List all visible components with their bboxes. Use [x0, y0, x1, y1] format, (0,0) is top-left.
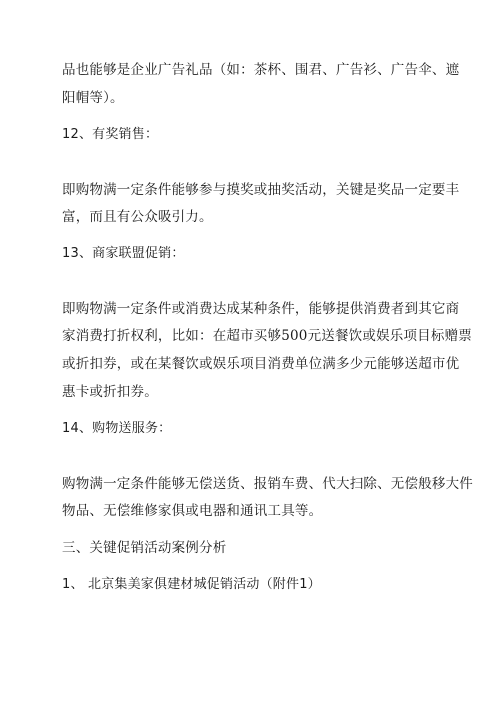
paragraph-line: 富，而且有公众吸引力。 [62, 209, 213, 225]
chapter-heading: 三、关键促销活动案例分析 [62, 540, 227, 556]
paragraph-line: 物品、无偿维修家俱或电器和通讯工具等。 [62, 503, 323, 519]
paragraph-line: 或折扣券，或在某餐饮或娱乐项目消费单位满多少元能够送超市优 [62, 356, 460, 372]
section-heading-13: 13、商家联盟促销： [62, 246, 185, 261]
section-heading-12: 12、有奖销售： [62, 127, 159, 142]
paragraph-line: 家消费打折权利，比如：在超市买够500元送餐饮或娱乐项目标赠票 [62, 328, 472, 344]
paragraph-line: 惠卡或折扣券。 [62, 384, 158, 400]
paragraph-line: 即购物满一定条件或消费达成某种条件，能够提供消费者到其它商 [62, 301, 460, 317]
paragraph-line: 即购物满一定条件能够参与摸奖或抽奖活动，关键是奖品一定要丰 [62, 182, 460, 198]
section-heading-14: 14、购物送服务： [62, 421, 172, 436]
paragraph-line: 购物满一定条件能够无偿送货、报销车费、代大扫除、无偿般移大件 [62, 476, 473, 492]
paragraph-line: 品也能够是企业广告礼品（如：茶杯、围君、广告衫、广告伞、遮 [62, 62, 460, 78]
paragraph-line: 阳帽等）。 [62, 90, 124, 106]
case-heading-1: 1、 北京集美家俱建材城促销活动（附件1） [62, 577, 321, 592]
